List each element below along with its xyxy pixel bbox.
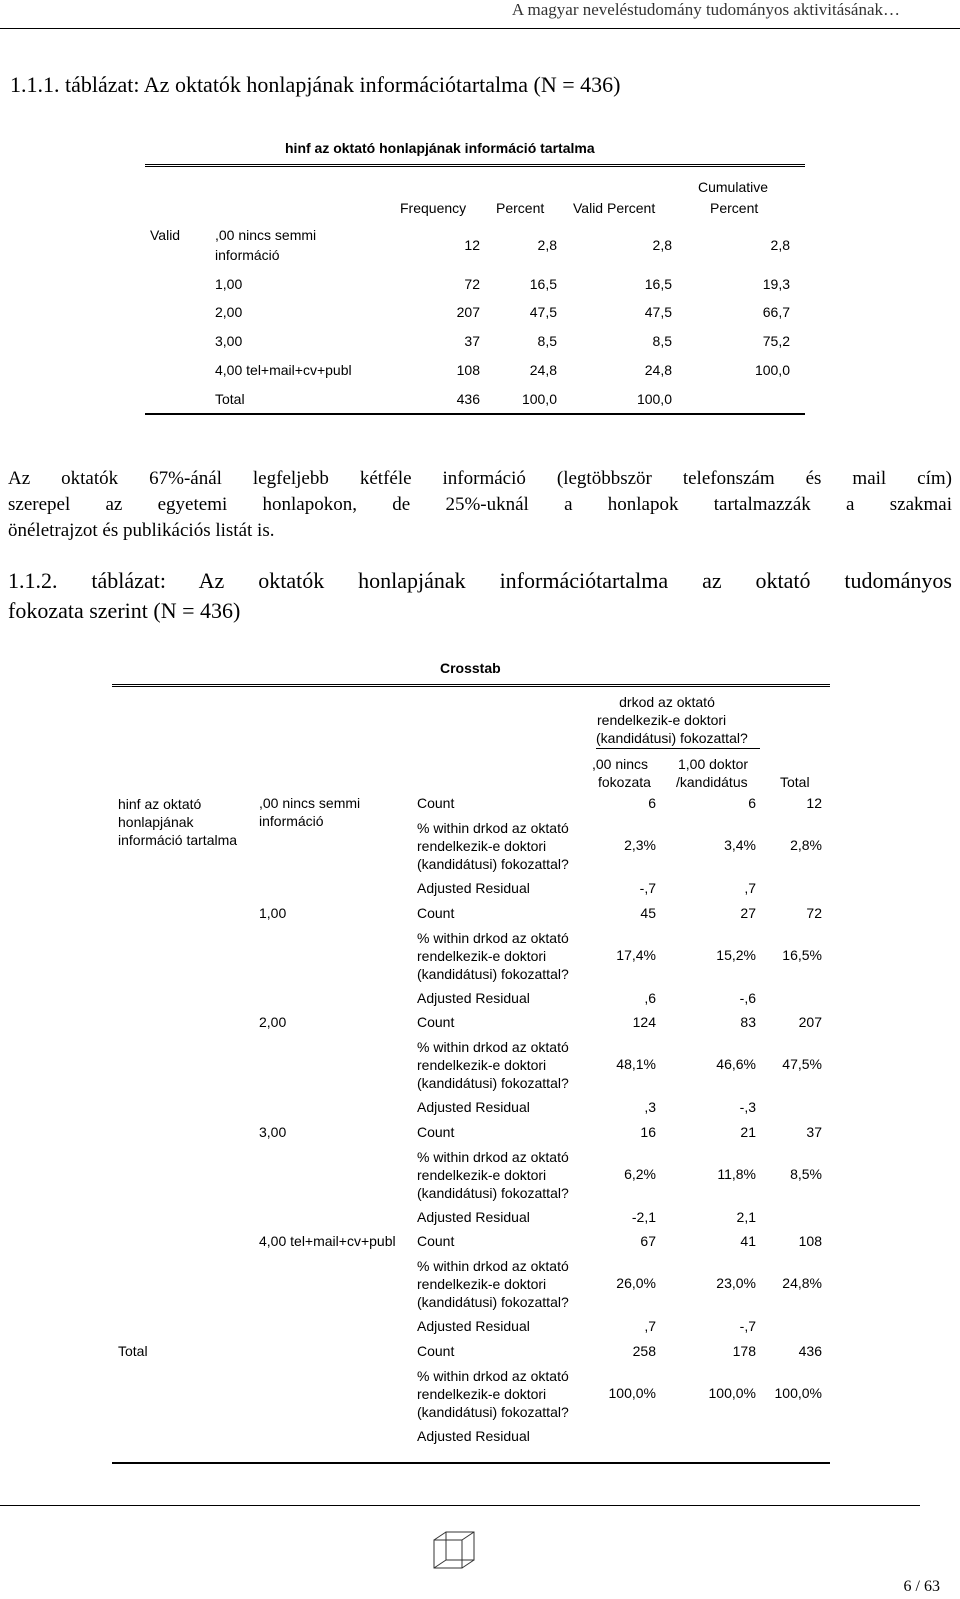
cell-cumulative-percent: 2,8 <box>770 237 790 253</box>
col-header-nincs: fokozata <box>598 774 651 790</box>
table1-caption: 1.1.1. táblázat: Az oktatók honlapjának információtartalma (N = 436) <box>10 72 621 97</box>
row-category-label: 3,00 <box>259 1124 287 1140</box>
stat-label-percent: (kandidátusi) fokozattal? <box>417 1075 569 1091</box>
col-header-total: Total <box>780 774 810 790</box>
cell-percent: 8,5 <box>537 333 557 349</box>
cell-frequency: 108 <box>456 362 480 378</box>
stat-label-percent: % within drkod az oktató <box>417 1368 569 1384</box>
stat-label-percent: (kandidátusi) fokozattal? <box>417 966 569 982</box>
cell-count: 41 <box>740 1233 756 1249</box>
cell-count: 67 <box>640 1233 656 1249</box>
cell-residual: -,6 <box>739 990 756 1006</box>
cell-percent: 2,3% <box>624 837 656 853</box>
cell-valid-percent: 100,0 <box>636 391 672 407</box>
col-header-cumulative-percent: Percent <box>710 200 759 216</box>
paragraph-line: Az oktatók 67%-ánál legfeljebb kétféle információ (legtöbbször telefonszám és mail cím) <box>8 468 952 489</box>
cell-percent: 2,8% <box>790 837 822 853</box>
cell-percent: 8,5% <box>790 1166 822 1182</box>
cell-percent: 24,8% <box>782 1275 822 1291</box>
stat-label-percent: rendelkezik-e doktori <box>417 1167 547 1183</box>
cell-residual: 2,1 <box>736 1209 756 1225</box>
cell-valid-percent: 47,5 <box>644 304 672 320</box>
cell-count: 21 <box>740 1124 756 1140</box>
stat-label-count: Count <box>417 1014 455 1030</box>
cell-count: 207 <box>798 1014 822 1030</box>
cell-cumulative-percent: 75,2 <box>762 333 790 349</box>
cell-count: 6 <box>748 795 756 811</box>
stat-label-percent: rendelkezik-e doktori <box>417 1276 547 1292</box>
col-header-doktor: /kandidátus <box>676 774 748 790</box>
cell-count: 45 <box>640 905 656 921</box>
stat-label-count: Count <box>417 795 455 811</box>
cell-count: 37 <box>806 1124 822 1140</box>
cell-valid-percent: 16,5 <box>644 276 672 292</box>
row-category-label: információ <box>259 813 324 829</box>
cell-percent: 100,0% <box>774 1385 822 1401</box>
valid-label: Valid <box>150 227 181 243</box>
cell-percent: 100,0% <box>608 1385 656 1401</box>
row-label: 3,00 <box>215 333 243 349</box>
row-label: ,00 nincs semmi <box>215 227 317 243</box>
cell-frequency: 207 <box>456 304 480 320</box>
stat-label-percent: % within drkod az oktató <box>417 1039 569 1055</box>
cell-residual: ,6 <box>644 990 656 1006</box>
cell-percent: 100,0% <box>708 1385 756 1401</box>
row-variable-label: hinf az oktató <box>118 796 202 812</box>
cell-percent: 16,5% <box>782 947 822 963</box>
row-label: 1,00 <box>215 276 243 292</box>
stat-label-percent: (kandidátusi) fokozattal? <box>417 1185 569 1201</box>
cell-residual: -,7 <box>639 880 656 896</box>
row-category-label: 4,00 tel+mail+cv+publ <box>259 1233 396 1249</box>
cell-residual: -,7 <box>739 1318 756 1334</box>
table2-caption-line: 1.1.2. táblázat: Az oktatók honlapjának információtartalma az oktató tudományos <box>8 568 952 593</box>
paragraph-line: önéletrajzot és publikációs listát is. <box>8 520 275 541</box>
stat-label-percent: rendelkezik-e doktori <box>417 1057 547 1073</box>
cell-frequency: 37 <box>464 333 480 349</box>
group-header-line: rendelkezik-e doktori <box>597 712 727 728</box>
footer-rule <box>0 1505 920 1506</box>
cell-count: 83 <box>740 1014 756 1030</box>
cell-count: 16 <box>640 1124 656 1140</box>
cell-count: 108 <box>798 1233 822 1249</box>
row-category-label: ,00 nincs semmi <box>259 795 361 811</box>
group-header-rule <box>596 748 760 749</box>
cell-percent: 46,6% <box>716 1056 756 1072</box>
cell-count: 6 <box>648 795 656 811</box>
col-header-frequency: Frequency <box>400 200 467 216</box>
group-header-line: drkod az oktató <box>619 694 715 710</box>
stat-label-count: Count <box>417 1124 455 1140</box>
cell-residual: -2,1 <box>631 1209 656 1225</box>
stat-label-percent: % within drkod az oktató <box>417 1149 569 1165</box>
col-header-doktor: 1,00 doktor <box>678 756 749 772</box>
stat-label-residual: Adjusted Residual <box>417 1209 530 1225</box>
cell-cumulative-percent: 66,7 <box>762 304 790 320</box>
stat-label-count: Count <box>417 905 455 921</box>
table2-top-rule <box>112 684 830 687</box>
stat-label-residual: Adjusted Residual <box>417 990 530 1006</box>
stat-label-residual: Adjusted Residual <box>417 1318 530 1334</box>
cell-percent: 47,5 <box>529 304 557 320</box>
cell-percent: 24,8 <box>529 362 557 378</box>
row-label: 4,00 tel+mail+cv+publ <box>215 362 352 378</box>
cell-count: 72 <box>806 905 822 921</box>
cell-valid-percent: 8,5 <box>652 333 672 349</box>
stat-label-percent: rendelkezik-e doktori <box>417 948 547 964</box>
stat-label-count: Count <box>417 1343 455 1359</box>
cube-logo-icon <box>432 1530 476 1574</box>
table1-bottom-rule <box>145 413 805 415</box>
stat-label-percent: rendelkezik-e doktori <box>417 1386 547 1402</box>
cell-frequency: 12 <box>464 237 480 253</box>
running-header: A magyar neveléstudomány tudományos aktivitásának… <box>511 0 900 19</box>
cell-count: 12 <box>806 795 822 811</box>
cell-count: 436 <box>798 1343 822 1359</box>
stat-label-percent: (kandidátusi) fokozattal? <box>417 1404 569 1420</box>
cell-count: 178 <box>732 1343 756 1359</box>
col-header-percent: Percent <box>496 200 545 216</box>
cell-percent: 11,8% <box>717 1166 756 1182</box>
cell-percent: 16,5 <box>529 276 557 292</box>
paragraph-line: szerepel az egyetemi honlapokon, de 25%-uknál a honlapok tartalmazzák a szakmai <box>8 494 952 515</box>
table1-title: hinf az oktató honlapjának információ tartalma <box>285 140 595 156</box>
stat-label-residual: Adjusted Residual <box>417 880 530 896</box>
page-number: 6 / 63 <box>903 1578 940 1595</box>
stat-label-percent: (kandidátusi) fokozattal? <box>417 1294 569 1310</box>
stat-label-count: Count <box>417 1233 455 1249</box>
group-header-line: (kandidátusi) fokozattal? <box>596 730 748 746</box>
stat-label-percent: % within drkod az oktató <box>417 1258 569 1274</box>
body-paragraph <box>8 466 952 544</box>
table1-top-rule <box>145 164 805 167</box>
cell-percent: 23,0% <box>716 1275 756 1291</box>
cell-residual: -,3 <box>739 1099 756 1115</box>
table2-caption <box>8 566 952 626</box>
cell-residual: ,7 <box>744 880 756 896</box>
cell-percent: 47,5% <box>782 1056 822 1072</box>
row-category-label: 1,00 <box>259 905 287 921</box>
cell-valid-percent: 2,8 <box>652 237 672 253</box>
col-header-valid-percent: Valid Percent <box>573 200 656 216</box>
cell-frequency: 72 <box>464 276 480 292</box>
table2-bottom-rule <box>112 1462 830 1464</box>
table2-caption-line: fokozata szerint (N = 436) <box>8 598 241 623</box>
group-header <box>607 693 727 711</box>
cell-residual: ,7 <box>644 1318 656 1334</box>
cell-valid-percent: 24,8 <box>644 362 672 378</box>
row-label: információ <box>215 247 280 263</box>
row-label: 2,00 <box>215 304 243 320</box>
cell-percent: 6,2% <box>624 1166 656 1182</box>
stat-label-residual: Adjusted Residual <box>417 1099 530 1115</box>
cell-percent: 100,0 <box>521 391 557 407</box>
cell-percent: 48,1% <box>616 1056 656 1072</box>
cell-percent: 15,2% <box>716 947 756 963</box>
row-variable-label: honlapjának <box>118 814 194 830</box>
cell-frequency: 436 <box>456 391 480 407</box>
row-variable-label: információ tartalma <box>118 832 238 848</box>
header-rule <box>0 28 960 29</box>
cell-cumulative-percent: 19,3 <box>762 276 790 292</box>
row-total-label: Total <box>118 1343 148 1359</box>
cell-percent: 17,4% <box>616 947 656 963</box>
cell-residual: ,3 <box>644 1099 656 1115</box>
cell-count: 258 <box>632 1343 656 1359</box>
table2-title: Crosstab <box>440 660 501 676</box>
col-header-cumulative: Cumulative <box>698 179 769 195</box>
stat-label-percent: % within drkod az oktató <box>417 820 569 836</box>
cell-cumulative-percent: 100,0 <box>754 362 790 378</box>
cell-percent: 3,4% <box>724 837 756 853</box>
stat-label-residual: Adjusted Residual <box>417 1428 530 1444</box>
stat-label-percent: % within drkod az oktató <box>417 930 569 946</box>
stat-label-percent: rendelkezik-e doktori <box>417 838 547 854</box>
cell-percent: 2,8 <box>537 237 557 253</box>
row-category-label: 2,00 <box>259 1014 287 1030</box>
col-header-nincs: ,00 nincs <box>592 756 649 772</box>
cell-count: 124 <box>632 1014 656 1030</box>
row-label: Total <box>215 391 245 407</box>
cell-count: 27 <box>740 905 756 921</box>
cell-percent: 26,0% <box>616 1275 656 1291</box>
stat-label-percent: (kandidátusi) fokozattal? <box>417 856 569 872</box>
